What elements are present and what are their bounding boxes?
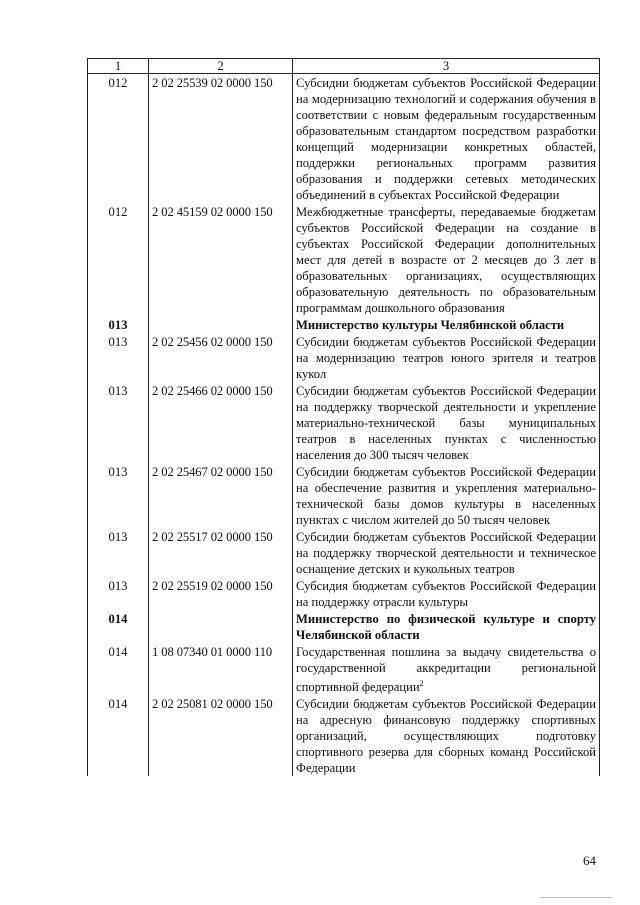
revenue-code-cell: 2 02 45159 02 0000 150 xyxy=(149,203,293,316)
footnote-marker: 2 xyxy=(419,679,424,688)
revenue-name-cell xyxy=(293,203,600,316)
revenue-name-text: Субсидии бюджетам субъектов Российской Федерации на модернизацию технологий и содержания обучения в соответствии с новым федеральным государственным образовательным стандартом посредством разработки концепций модернизации конкретных областей, поддержки региональных программ развития образования и поддержки сетевых методических объединений в субъектах Российской Федерации xyxy=(296,76,596,202)
admin-code-cell: 013 xyxy=(88,528,149,577)
revenue-name-cell xyxy=(293,643,600,695)
admin-code-cell: 013 xyxy=(88,577,149,610)
revenue-name-cell xyxy=(293,577,600,610)
revenue-name-text: Субсидии бюджетам субъектов Российской Федерации на адресную финансовую поддержку спортивных организаций, осуществляющих подготовку спортивного резерва для сборных команд Российской Федерации xyxy=(296,697,596,776)
table-row xyxy=(88,695,600,776)
revenue-name-cell xyxy=(293,333,600,382)
admin-code-cell: 014 xyxy=(88,643,149,695)
budget-classification-table xyxy=(87,58,600,776)
revenue-code-cell: 1 08 07340 01 0000 110 xyxy=(149,643,293,695)
revenue-name-cell xyxy=(293,382,600,463)
revenue-code-cell: 2 02 25519 02 0000 150 xyxy=(149,577,293,610)
header-col-2: 2 xyxy=(149,59,293,74)
table-row xyxy=(88,333,600,382)
admin-code-cell: 013 xyxy=(88,316,149,333)
revenue-code-cell: 2 02 25539 02 0000 150 xyxy=(149,74,293,204)
table-row xyxy=(88,382,600,463)
revenue-code-cell xyxy=(149,316,293,333)
revenue-name-cell xyxy=(293,695,600,776)
revenue-name-text: Субсидии бюджетам субъектов Российской Федерации на поддержку творческой деятельности и техническое оснащение детских и кукольных театров xyxy=(296,530,596,576)
table-row xyxy=(88,643,600,695)
revenue-code-cell: 2 02 25466 02 0000 150 xyxy=(149,382,293,463)
table-section-heading-row xyxy=(88,316,600,333)
table-row xyxy=(88,577,600,610)
footer-rule xyxy=(540,897,612,898)
page-number: 64 xyxy=(583,853,596,868)
revenue-name-text: Межбюджетные трансферты, передаваемые бюджетам субъектов Российской Федерации на создание в субъектах Российской Федерации дополнительных мест для детей в возрасте от 2 месяцев до 3 лет в образовательных организациях, осуществляющих образовательную деятельность по образовательным программам дошкольного образования xyxy=(296,205,596,315)
revenue-name-text: Субсидии бюджетам субъектов Российской Федерации на модернизацию театров юного зрителя и театров кукол xyxy=(296,335,596,381)
revenue-name-text: Субсидии бюджетам субъектов Российской Федерации на обеспечение развития и укрепления материально-технической базы домов культуры в населенных пунктах с числом жителей до 50 тысяч человек xyxy=(296,465,596,527)
table-header xyxy=(88,59,600,74)
revenue-name-text: Субсидия бюджетам субъектов Российской Федерации на поддержку отрасли культуры xyxy=(296,579,596,609)
admin-code-cell: 014 xyxy=(88,610,149,643)
table-row xyxy=(88,74,600,204)
table-row xyxy=(88,463,600,528)
revenue-name-text: Министерство культуры Челябинской области xyxy=(296,318,565,332)
admin-code-cell: 012 xyxy=(88,74,149,204)
header-col-3: 3 xyxy=(293,59,600,74)
revenue-name-cell xyxy=(293,610,600,643)
revenue-name-cell xyxy=(293,463,600,528)
revenue-code-cell xyxy=(149,610,293,643)
table-section-heading-row xyxy=(88,610,600,643)
revenue-name-cell xyxy=(293,528,600,577)
table-row xyxy=(88,528,600,577)
admin-code-cell: 012 xyxy=(88,203,149,316)
table-body xyxy=(88,74,600,777)
revenue-name-cell xyxy=(293,316,600,333)
admin-code-cell: 014 xyxy=(88,695,149,776)
table-row xyxy=(88,203,600,316)
admin-code-cell: 013 xyxy=(88,382,149,463)
header-col-1: 1 xyxy=(88,59,149,74)
revenue-name-text: Субсидии бюджетам субъектов Российской Федерации на поддержку творческой деятельности и укрепление материально-технической базы муниципальных театров в населенных пунктах с численностью населения до 300 тысяч человек xyxy=(296,384,596,462)
revenue-name-cell xyxy=(293,74,600,204)
revenue-code-cell: 2 02 25081 02 0000 150 xyxy=(149,695,293,776)
revenue-code-cell: 2 02 25467 02 0000 150 xyxy=(149,463,293,528)
revenue-code-cell: 2 02 25456 02 0000 150 xyxy=(149,333,293,382)
revenue-code-cell: 2 02 25517 02 0000 150 xyxy=(149,528,293,577)
admin-code-cell: 013 xyxy=(88,463,149,528)
admin-code-cell: 013 xyxy=(88,333,149,382)
revenue-name-text: Министерство по физической культуре и спорту Челябинской области xyxy=(296,612,596,642)
revenue-name-text: Государственная пошлина за выдачу свидетельства о государственной аккредитации региональной спортивной федерации xyxy=(296,645,596,695)
